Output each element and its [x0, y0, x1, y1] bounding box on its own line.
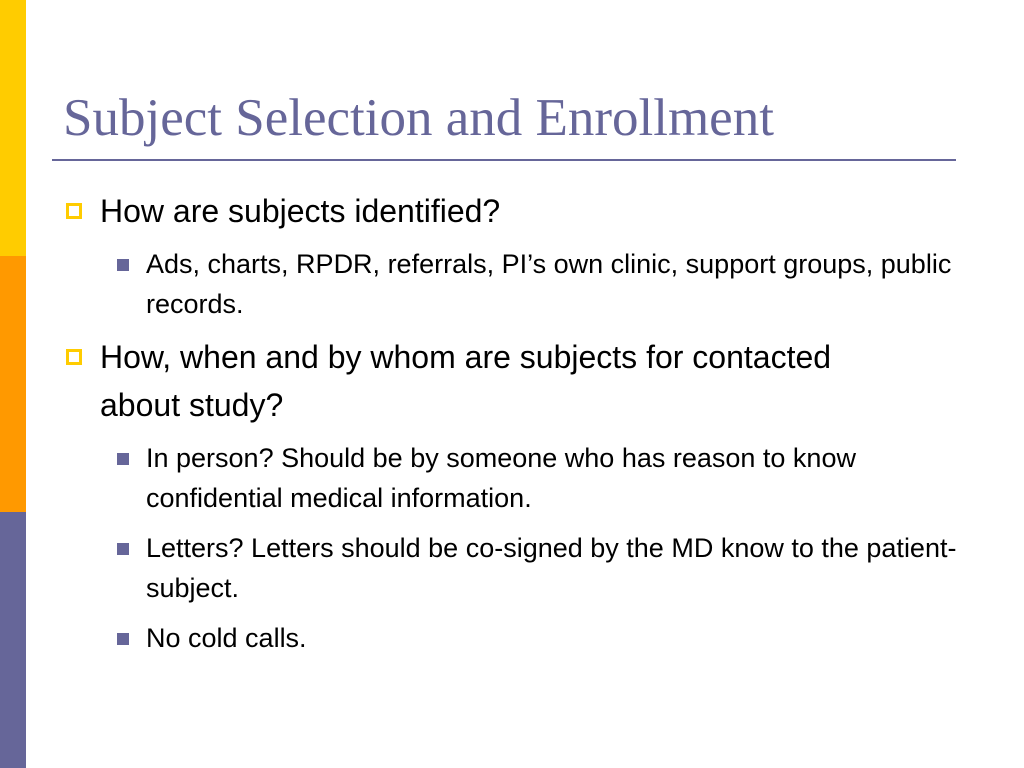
filled-square-bullet-icon — [117, 259, 129, 271]
bullet-level2: No cold calls. — [146, 623, 307, 653]
bullet-level1: How, when and by whom are subjects for contacted about study? — [100, 339, 832, 423]
hollow-square-bullet-icon — [66, 349, 82, 365]
filled-square-bullet-icon — [117, 633, 129, 645]
bullet-level2: Ads, charts, RPDR, referrals, PI’s own clinic, support groups, public records. — [146, 249, 952, 319]
slide-title: Subject Selection and Enrollment — [63, 89, 774, 147]
bullet-level2: In person? Should be by someone who has reason to know confidential medical information. — [146, 443, 856, 513]
bullet-level1: How are subjects identified? — [100, 193, 501, 229]
hollow-square-bullet-icon — [66, 203, 82, 219]
filled-square-bullet-icon — [117, 453, 129, 465]
bullet-level2: Letters? Letters should be co-signed by the MD know to the patient-subject. — [146, 533, 957, 603]
filled-square-bullet-icon — [117, 543, 129, 555]
